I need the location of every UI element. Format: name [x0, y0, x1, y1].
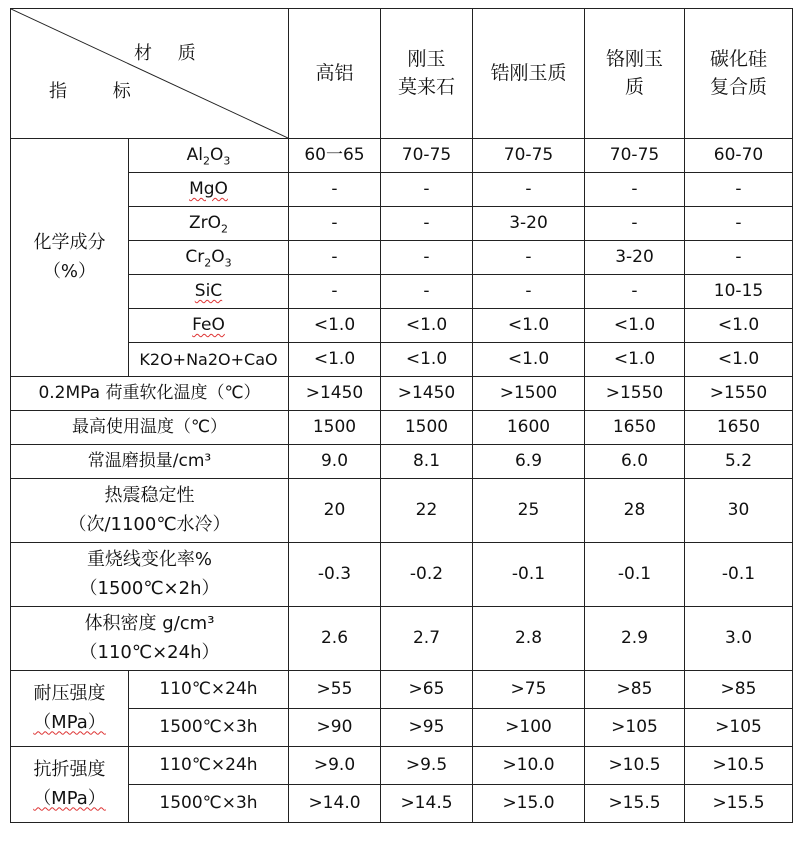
chem-name-alkali-oxides: K2O+Na2O+CaO — [129, 343, 289, 377]
condition-cell: 110℃×24h — [129, 747, 289, 785]
table-cell: - — [473, 275, 585, 309]
table-cell: 1650 — [685, 411, 793, 445]
table-cell: 1600 — [473, 411, 585, 445]
table-cell: >1550 — [585, 377, 685, 411]
table-cell: 3-20 — [473, 207, 585, 241]
table-cell: <1.0 — [685, 309, 793, 343]
table-cell: 22 — [381, 479, 473, 543]
table-cell: <1.0 — [585, 343, 685, 377]
row-label: 0.2MPa 荷重软化温度（℃） — [11, 377, 289, 411]
table-cell: -0.2 — [381, 543, 473, 607]
table-row — [11, 543, 793, 607]
table-cell: 60-70 — [685, 139, 793, 173]
table-cell: 3-20 — [585, 241, 685, 275]
table-cell: - — [473, 241, 585, 275]
table-cell: >100 — [473, 709, 585, 747]
table-cell: >15.5 — [585, 785, 685, 823]
table-cell: 8.1 — [381, 445, 473, 479]
table-row — [11, 607, 793, 671]
table-cell: >105 — [685, 709, 793, 747]
table-cell: 2.9 — [585, 607, 685, 671]
header-row — [11, 9, 793, 139]
table-cell: 28 — [585, 479, 685, 543]
corner-material-label: 材 质 — [134, 43, 206, 64]
table-cell: 1500 — [289, 411, 381, 445]
table-cell: - — [473, 173, 585, 207]
table-cell: - — [289, 173, 381, 207]
table-cell: - — [585, 275, 685, 309]
chem-name-feo: FeO — [129, 309, 289, 343]
row-label: 体积密度 g/cm³ （110℃×24h） — [11, 607, 289, 671]
table-cell: -0.1 — [685, 543, 793, 607]
table-cell: - — [585, 207, 685, 241]
table-cell: -0.1 — [473, 543, 585, 607]
table-cell: >15.5 — [685, 785, 793, 823]
table-cell: >10.5 — [685, 747, 793, 785]
table-cell: 60一65 — [289, 139, 381, 173]
chem-group-label: 化学成分 （%） — [11, 139, 129, 377]
table-cell: - — [685, 207, 793, 241]
condition-cell: 1500℃×3h — [129, 709, 289, 747]
table-cell: >75 — [473, 671, 585, 709]
table-cell: 3.0 — [685, 607, 793, 671]
corner-header-cell — [11, 9, 289, 139]
table-row — [11, 343, 793, 377]
table-cell: >1550 — [685, 377, 793, 411]
table-cell: >14.0 — [289, 785, 381, 823]
table-cell: 20 — [289, 479, 381, 543]
table-cell: >1450 — [289, 377, 381, 411]
table-cell: <1.0 — [685, 343, 793, 377]
chem-name-al2o3: $Al_2O_3$ — [129, 139, 289, 173]
table-cell: 1650 — [585, 411, 685, 445]
table-row — [11, 207, 793, 241]
table-cell: 6.9 — [473, 445, 585, 479]
table-cell: 1500 — [381, 411, 473, 445]
table-cell: >65 — [381, 671, 473, 709]
table-cell: >9.0 — [289, 747, 381, 785]
table-cell: 9.0 — [289, 445, 381, 479]
table-cell: - — [685, 241, 793, 275]
table-cell: - — [289, 275, 381, 309]
table-cell: 70-75 — [473, 139, 585, 173]
table-row — [11, 709, 793, 747]
table-cell: -0.1 — [585, 543, 685, 607]
table-cell: <1.0 — [289, 309, 381, 343]
table-row — [11, 275, 793, 309]
table-cell: <1.0 — [381, 309, 473, 343]
table-cell: <1.0 — [381, 343, 473, 377]
table-cell: 6.0 — [585, 445, 685, 479]
table-row — [11, 747, 793, 785]
table-cell: >85 — [585, 671, 685, 709]
table-cell: 25 — [473, 479, 585, 543]
table-cell: >14.5 — [381, 785, 473, 823]
table-cell: <1.0 — [585, 309, 685, 343]
table-cell: - — [381, 275, 473, 309]
table-row — [11, 309, 793, 343]
table-cell: <1.0 — [473, 309, 585, 343]
table-row — [11, 411, 793, 445]
row-label: 热震稳定性 （次/1100℃水冷） — [11, 479, 289, 543]
table-cell: >1500 — [473, 377, 585, 411]
flexural-strength-label: 抗折强度 （MPa） — [11, 747, 129, 823]
column-header-silicon-carbide: 碳化硅 复合质 — [685, 9, 793, 139]
table-cell: 2.6 — [289, 607, 381, 671]
column-header-high-alumina: 高铝 — [289, 9, 381, 139]
table-cell: - — [289, 241, 381, 275]
table-cell: - — [381, 241, 473, 275]
table-row — [11, 445, 793, 479]
table-cell: 70-75 — [381, 139, 473, 173]
diagonal-divider — [11, 9, 288, 138]
table-cell: 70-75 — [585, 139, 685, 173]
row-label: 最高使用温度（℃） — [11, 411, 289, 445]
column-header-chrome-corundum: 铬刚玉 质 — [585, 9, 685, 139]
table-cell: >10.0 — [473, 747, 585, 785]
table-cell: >10.5 — [585, 747, 685, 785]
table-cell: >15.0 — [473, 785, 585, 823]
table-cell: - — [685, 173, 793, 207]
table-cell: >1450 — [381, 377, 473, 411]
table-cell: - — [289, 207, 381, 241]
table-row — [11, 241, 793, 275]
chem-name-cr2o3: $Cr_2O_3$ — [129, 241, 289, 275]
table-row — [11, 479, 793, 543]
table-cell: >9.5 — [381, 747, 473, 785]
refractory-properties-table — [10, 8, 793, 823]
table-row — [11, 671, 793, 709]
table-cell: 10-15 — [685, 275, 793, 309]
column-header-corundum-mullite: 刚玉 莫来石 — [381, 9, 473, 139]
table-row — [11, 173, 793, 207]
table-cell: 2.7 — [381, 607, 473, 671]
table-row — [11, 139, 793, 173]
table-cell: 2.8 — [473, 607, 585, 671]
table-cell: >55 — [289, 671, 381, 709]
table-cell: >90 — [289, 709, 381, 747]
table-cell: -0.3 — [289, 543, 381, 607]
chem-name-mgo: MgO — [129, 173, 289, 207]
condition-cell: 110℃×24h — [129, 671, 289, 709]
table-cell: >105 — [585, 709, 685, 747]
row-label: 重烧线变化率% （1500℃×2h） — [11, 543, 289, 607]
column-header-zirconia-corundum: 锆刚玉质 — [473, 9, 585, 139]
compressive-strength-label: 耐压强度 （MPa） — [11, 671, 129, 747]
table-cell: - — [585, 173, 685, 207]
table-cell: <1.0 — [473, 343, 585, 377]
table-cell: <1.0 — [289, 343, 381, 377]
table-cell: 30 — [685, 479, 793, 543]
corner-indicator-label: 指 标 — [49, 81, 151, 102]
table-cell: >95 — [381, 709, 473, 747]
chem-name-sic: SiC — [129, 275, 289, 309]
chem-name-zro2: ZrO$_2$ — [129, 207, 289, 241]
table-row — [11, 785, 793, 823]
table-cell: - — [381, 173, 473, 207]
condition-cell: 1500℃×3h — [129, 785, 289, 823]
table-cell: - — [381, 207, 473, 241]
table-cell: 5.2 — [685, 445, 793, 479]
row-label: 常温磨损量/cm³ — [11, 445, 289, 479]
table-row — [11, 377, 793, 411]
table-cell: >85 — [685, 671, 793, 709]
